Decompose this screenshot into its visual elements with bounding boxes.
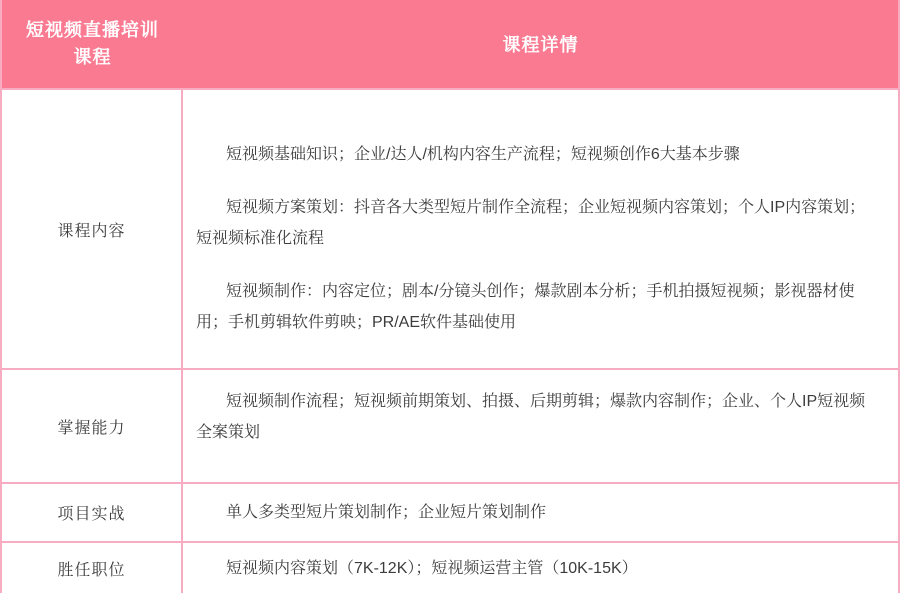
- row-label: 项目实战: [2, 484, 183, 541]
- table-header: [2, 0, 898, 88]
- table-row-course-content: [2, 88, 898, 368]
- content-paragraph: 短视频方案策划：抖音各大类型短片制作全流程；企业短视频内容策划；个人IP内容策划；短视频标准化流程: [196, 199, 866, 247]
- row-label: 课程内容: [2, 90, 183, 368]
- content-paragraph: 短视频基础知识；企业/达人/机构内容生产流程；短视频创作6大基本步骤: [226, 146, 740, 163]
- row-content: [183, 543, 898, 593]
- table-row-skills: [2, 368, 898, 482]
- header-course-title-cell: [2, 0, 183, 88]
- row-content: [183, 90, 898, 368]
- content-paragraph: 短视频内容策划（7K-12K）；短视频运营主管（10K-15K）: [226, 559, 638, 577]
- table-row-positions: [2, 541, 898, 593]
- content-paragraph: 单人多类型短片策划制作；企业短片策划制作: [226, 504, 547, 521]
- row-label: 掌握能力: [2, 370, 183, 482]
- header-course-title-line2: 课程: [73, 47, 112, 67]
- row-content: [183, 484, 898, 541]
- header-course-title-line1: 短视频直播培训: [26, 20, 159, 40]
- table-row-project-practice: [2, 482, 898, 541]
- row-content: [183, 370, 898, 482]
- header-course-details-cell: 课程详情: [502, 35, 579, 55]
- row-label: 胜任职位: [2, 543, 183, 593]
- content-paragraph: 短视频制作流程；短视频前期策划、拍摄、后期剪辑；爆款内容制作；企业、个人IP短视频全案策划: [196, 393, 866, 441]
- content-paragraph: 短视频制作：内容定位；剧本/分镜头创作；爆款剧本分析；手机拍摄短视频；影视器材使用；手机剪辑软件剪映；PR/AE软件基础使用: [196, 283, 855, 331]
